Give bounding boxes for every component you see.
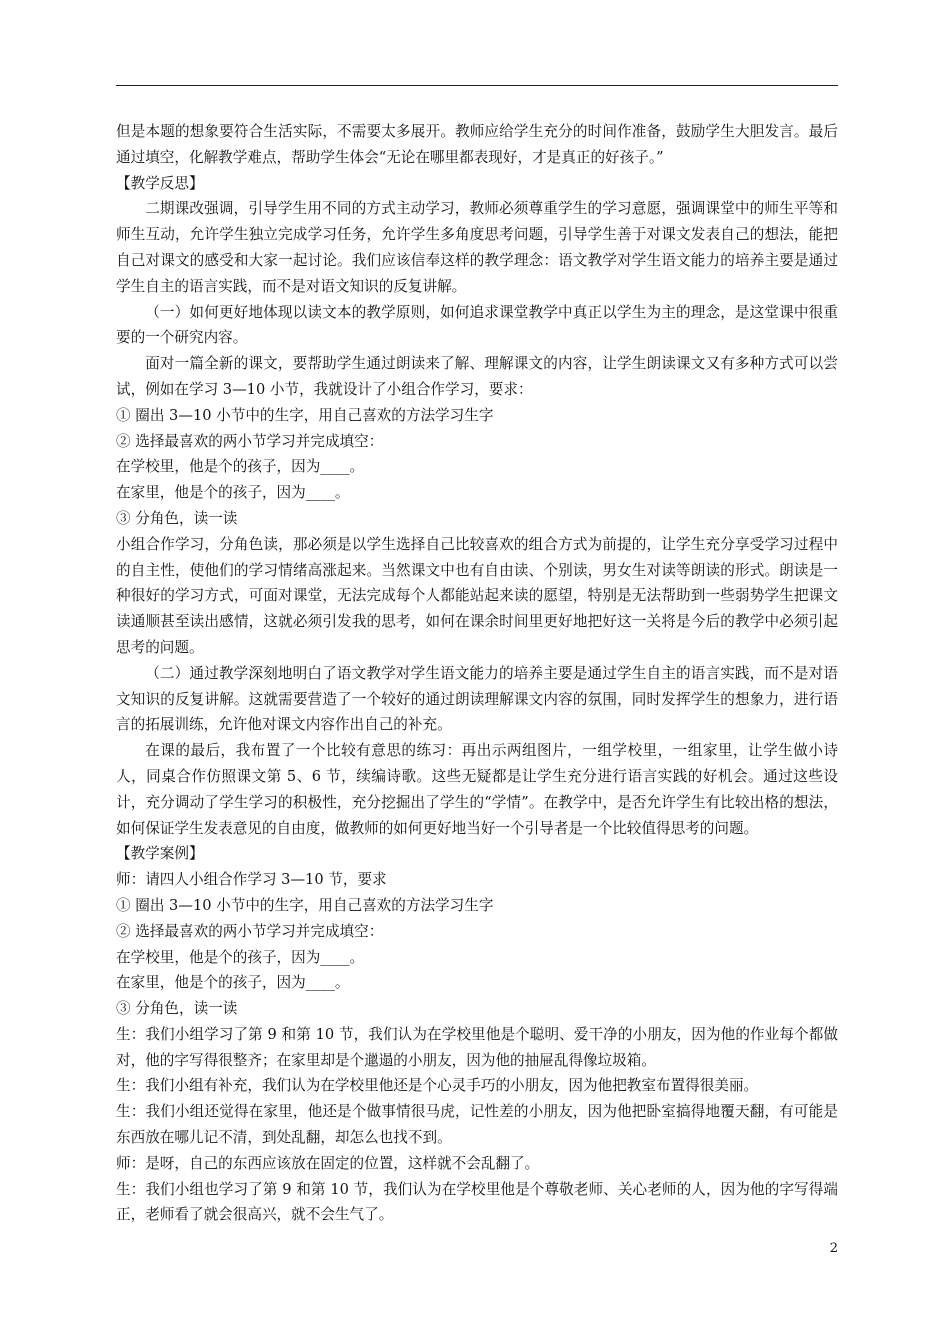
paragraph: 生：我们小组还觉得在家里，他还是个做事情很马虎，记性差的小朋友，因为他把卧室搞得地覆天翻，有可能是东西放在哪儿记不清，到处乱翻，却怎么也找不到。 [116, 1103, 838, 1147]
paragraph: 生：我们小组学习了第 9 和第 10 节，我们认为在学校里他是个聪明、爱干净的小朋友，因为他的作业每个都做对，他的字写得很整齐；在家里却是个邋遢的小朋友，因为他的抽屉乱得像垃圾箱。 [116, 1025, 838, 1069]
paragraph: 在家里，他是个的孩子，因为____。 [116, 484, 350, 502]
paragraph: 小组合作学习，分角色读，那必须是以学生选择自己比较喜欢的组合方式为前提的，让学生充分享受学习过程中的自主性，使他们的学习情绪高涨起来。当然课文中也有自由读、个别读，男女生对读等朗读的形式。朗读是一种很好的学习方式，可面对课堂，无法完成每个人都能站起来读的愿望，特别是无法帮助到一些弱势学生把课文读通顺甚至读出感情，这就必须引发我的思考，如何在课余时间里更好地把好这一关将是今后的教学中必须引起思考的问题。 [116, 535, 838, 656]
paragraph: ② 选择最喜欢的两小节学习并完成填空： [116, 432, 384, 450]
paragraph: 师：请四人小组合作学习 3—10 节，要求 [116, 871, 387, 889]
paragraph: 生：我们小组有补充，我们认为在学校里他还是个心灵手巧的小朋友，因为他把教室布置得很美丽。 [116, 1077, 759, 1095]
paragraph: 在学校里，他是个的孩子，因为____。 [116, 458, 365, 476]
paragraph: 在学校里，他是个的孩子，因为____。 [116, 948, 365, 966]
paragraph: 在家里，他是个的孩子，因为____。 [116, 974, 350, 992]
header-rule [116, 85, 838, 86]
page-number: 2 [829, 1241, 838, 1256]
paragraph: ② 选择最喜欢的两小节学习并完成填空： [116, 922, 384, 940]
paragraph: 【教学反思】 [116, 174, 204, 192]
document-body [116, 119, 838, 1228]
paragraph: 【教学案例】 [116, 845, 204, 863]
paragraph: 生：我们小组也学习了第 9 和第 10 节，我们认为在学校里他是个尊敬老师、关心老师的人，因为他的字写得端正，老师看了就会很高兴，就不会生气了。 [116, 1180, 838, 1224]
paragraph: ① 圈出 3—10 小节中的生字，用自己喜欢的方法学习生字 [116, 406, 494, 424]
paragraph: 师：是呀，自己的东西应该放在固定的位置，这样就不会乱翻了。 [116, 1154, 540, 1172]
paragraph: 二期课改强调，引导学生用不同的方式主动学习，教师必须尊重学生的学习意愿，强调课堂中的师生平等和师生互动，允许学生独立完成学习任务，允许学生多角度思考问题，引导学生善于对课文发表自己的想法，能把自己对课文的感受和大家一起讨论。我们应该信奉这样的教学理念：语文教学对学生语文能力的培养主要是通过学生自主的语言实践，而不是对语文知识的反复讲解。 [116, 200, 838, 295]
paragraph: 在课的最后，我布置了一个比较有意思的练习：再出示两组图片，一组学校里，一组家里，让学生做小诗人，同桌合作仿照课文第 5、6 节，续编诗歌。这些无疑都是让学生充分进行语言实践的好机会。通过这些设计，充分调动了学生学习的积极性，充分挖掘出了学生的“学情”。在教学中，是否允许学生有比较出格的想法，如何保证学生发表意见的自由度，做教师的如何更好地当好一个引导者是一个比较值得思考的问题。 [116, 742, 838, 837]
paragraph: ③ 分角色，读一读 [116, 509, 238, 527]
paragraph: 面对一篇全新的课文，要帮助学生通过朗读来了解、理解课文的内容，让学生朗读课文又有多种方式可以尝试，例如在学习 3—10 小节，我就设计了小组合作学习，要求： [116, 355, 838, 398]
paragraph: ① 圈出 3—10 小节中的生字，用自己喜欢的方法学习生字 [116, 896, 494, 914]
paragraph: （一）如何更好地体现以读文本的教学原则，如何追求课堂教学中真正以学生为主的理念，是这堂课中很重要的一个研究内容。 [116, 303, 838, 347]
paragraph: ③ 分角色，读一读 [116, 1000, 238, 1018]
paragraph: 但是本题的想象要符合生活实际，不需要太多展开。教师应给学生充分的时间作准备，鼓励学生大胆发言。最后通过填空，化解教学难点，帮助学生体会“无论在哪里都表现好，才是真正的好孩子。” [116, 123, 838, 166]
paragraph: （二）通过教学深刻地明白了语文教学对学生语文能力的培养主要是通过学生自主的语言实践，而不是对语文知识的反复讲解。这就需要营造了一个较好的通过朗读理解课文内容的氛围，同时发挥学生的想象力，进行语言的拓展训练，允许他对课文内容作出自己的补充。 [116, 664, 838, 734]
